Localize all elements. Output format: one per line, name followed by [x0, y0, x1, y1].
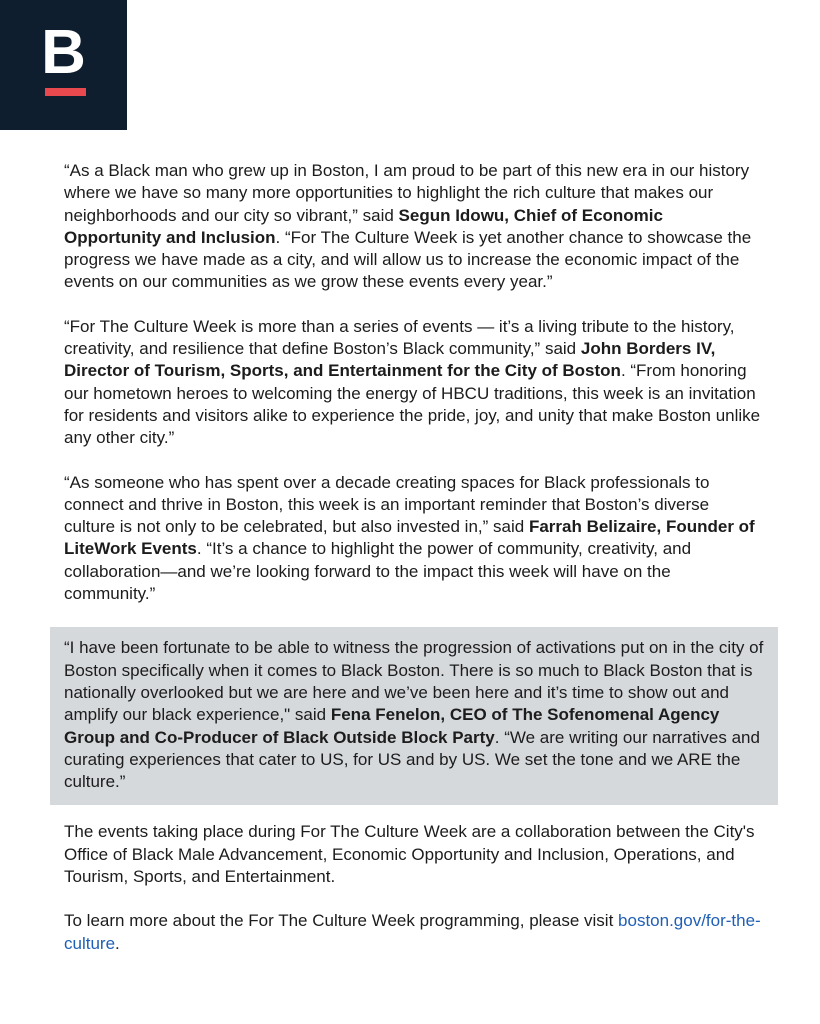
quote-text: “I have been fortunate to be able to witness the progression of activations put on in the city of Boston specifically when it comes to Black Boston. There is so much to Black Boston that is nationally overlooked but we are here and we’ve been here and it’s time to show out and amplify our black experience," said: [64, 638, 764, 725]
quote-text: “As a Black man who grew up in Boston, I am proud to be part of this new era in our history where we have so many more opportunities to highlight the rich culture that makes our neighborhoods and our city so vibrant,” said: [64, 161, 750, 225]
logo-accent-bar: [45, 88, 86, 96]
learn-more-text: To learn more about the For The Culture Week programming, please visit: [64, 911, 619, 931]
quote-text: . “From honoring our hometown heroes to welcoming the energy of HBCU traditions, this week is an invitation for residents and visitors alike to experience the pride, joy, and unity that make Boston unlike any other city.”: [64, 361, 761, 448]
closing-paragraph: The events taking place during For The Culture Week are a collaboration between the City's Office of Black Male Advancement, Economic Opportunity and Inclusion, Operations, and Tourism, Sports, and Entertainment.: [64, 822, 755, 887]
boston-logo: [0, 0, 127, 130]
quote-text: . “We are writing our narratives and curating experiences that cater to US, for US and by US. We set the tone and we ARE the culture.”: [64, 727, 760, 792]
quote-text: . “For The Culture Week is yet another chance to showcase the progress we have made as a city, and will allow us to increase the economic impact of the events on our communities as we grow these events every year.”: [64, 227, 752, 292]
learn-more-suffix: .: [115, 933, 120, 953]
quote-paragraph-borders: [64, 316, 764, 450]
quote-paragraph-belizaire: [64, 472, 764, 606]
quote-paragraph-fenelon-highlighted: [50, 627, 778, 805]
speaker-name: Segun Idowu, Chief of Economic Opportunity and Inclusion: [64, 205, 663, 247]
logo-letter: B: [41, 18, 86, 87]
for-the-culture-link[interactable]: boston.gov/for-the-culture: [64, 911, 761, 953]
quote-text: “As someone who has spent over a decade creating spaces for Black professionals to connect and thrive in Boston, this week is an important reminder that Boston’s diverse culture is not only to be celebrated, but also invested in,” said: [64, 472, 710, 537]
article-body: [64, 160, 764, 977]
learn-more-paragraph: [64, 910, 764, 955]
quote-text: “For The Culture Week is more than a series of events — it’s a living tribute to the history, creativity, and resilience that define Boston’s Black community,” said: [64, 316, 735, 359]
speaker-name: Fena Fenelon, CEO of The Sofenomenal Agency Group and Co-Producer of Black Outside Block Party: [64, 705, 720, 747]
quote-paragraph-idowu: [64, 160, 764, 294]
quote-text: . “It’s a chance to highlight the power of community, creativity, and collaboration—and we’re looking forward to the impact this week will have on the community.”: [64, 539, 692, 604]
speaker-name: Farrah Belizaire, Founder of LiteWork Events: [64, 517, 755, 559]
speaker-name: John Borders IV, Director of Tourism, Sports, and Entertainment for the City of Boston: [64, 339, 716, 381]
